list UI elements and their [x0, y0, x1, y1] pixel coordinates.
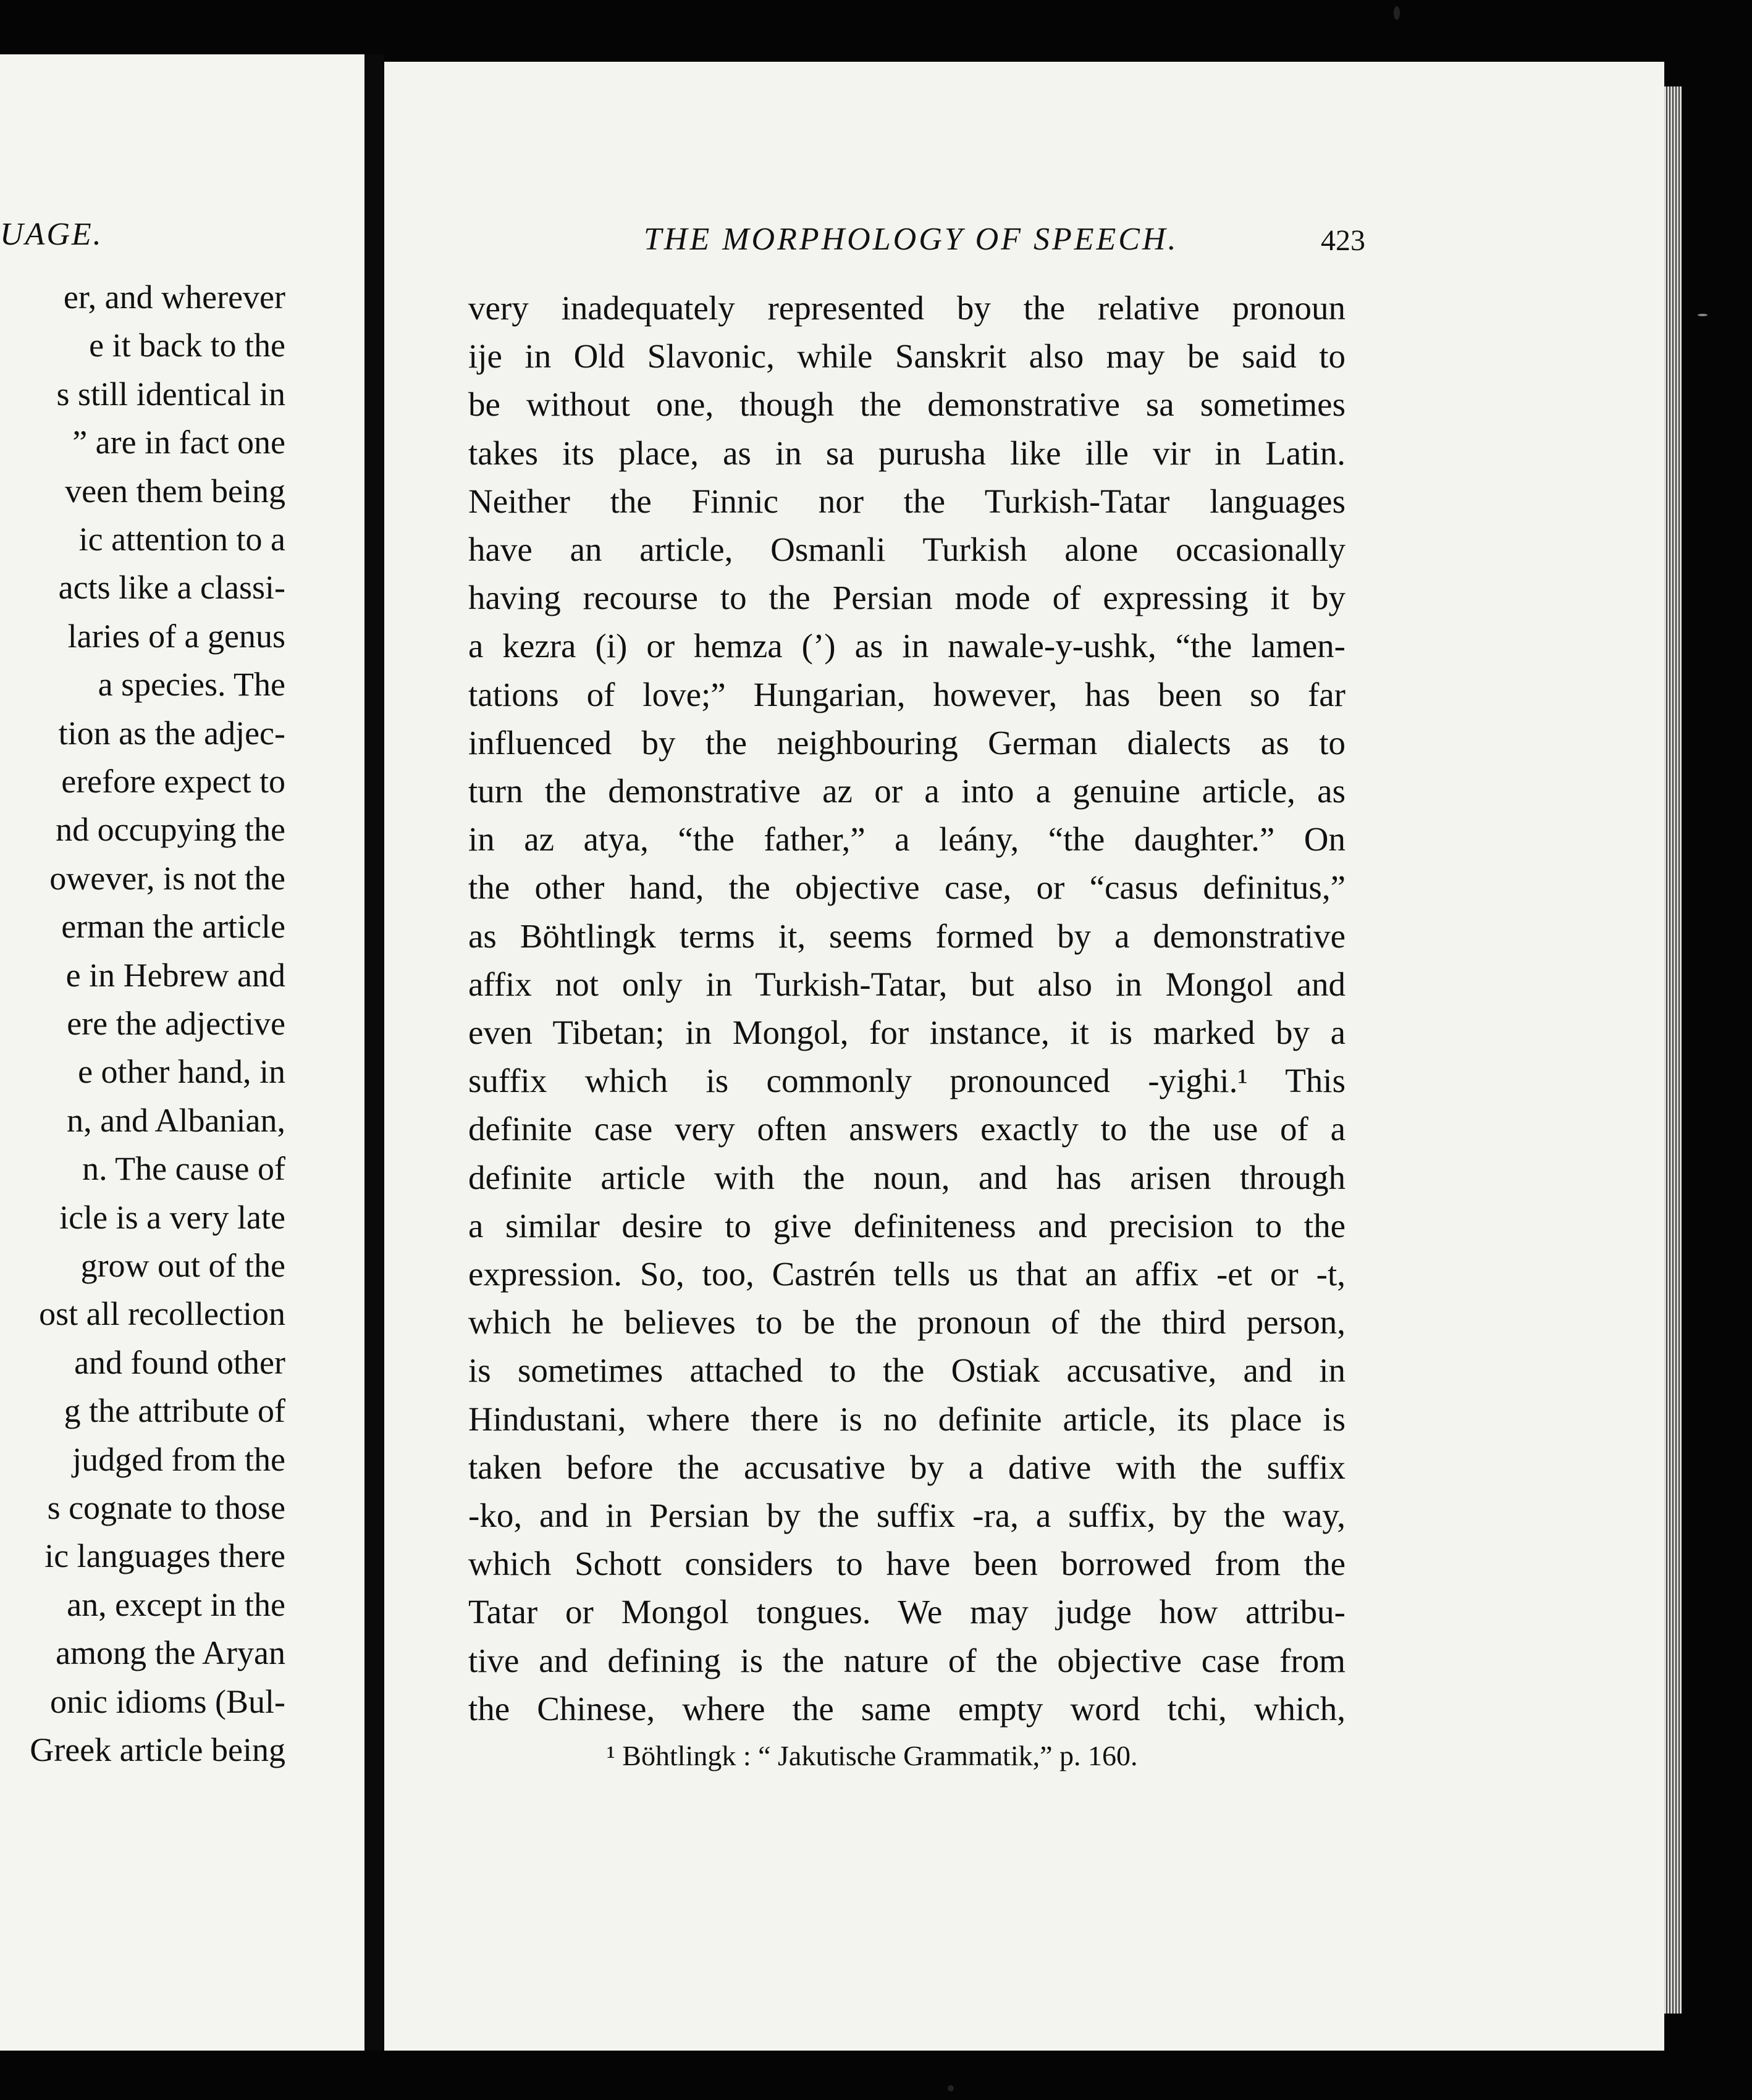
left-text-line: an, except in the — [67, 1586, 285, 1623]
page-number: 423 — [1321, 224, 1365, 257]
left-text-line: erman the article — [61, 908, 285, 946]
left-page — [0, 54, 364, 2051]
body-text-line: a kezra (i) or hemza (’) as in nawale-y-ushk, “the lamen- — [468, 627, 1346, 665]
scan-speck — [948, 2085, 954, 2091]
body-text-line: having recourse to the Persian mode of expressing it by — [468, 579, 1346, 617]
left-text-line: tion as the adjec- — [58, 714, 285, 752]
left-text-line: ic languages there — [44, 1537, 285, 1575]
body-text-line: tive and defining is the nature of the objective case from — [468, 1641, 1346, 1679]
body-text-line: which Schott considers to have been borrowed from the — [468, 1545, 1346, 1583]
body-text-line: Hindustani, where there is no definite article, its place is — [468, 1400, 1346, 1438]
left-text-line: er, and wherever — [63, 279, 285, 316]
left-text-line: icle is a very late — [59, 1198, 285, 1236]
body-text-line: be without one, though the demonstrative sa sometimes — [468, 385, 1346, 424]
body-text-line: as Böhtlingk terms it, seems formed by a demonstrative — [468, 917, 1346, 955]
page-edge — [1664, 86, 1682, 2014]
body-text-line: a similar desire to give definiteness and precision to the — [468, 1206, 1346, 1245]
body-text-line: which he believes to be the pronoun of the third person, — [468, 1303, 1346, 1342]
body-text-line: is sometimes attached to the Ostiak accusative, and in — [468, 1351, 1346, 1390]
left-text-line: and found other — [74, 1343, 285, 1381]
left-text-line: e it back to the — [89, 327, 285, 364]
left-text-line: nd occupying the — [56, 811, 285, 849]
left-text-line: n. The cause of — [82, 1150, 285, 1188]
body-text-line: suffix which is commonly pronounced -yighi.¹ This — [468, 1062, 1346, 1100]
body-text-line: affix not only in Turkish-Tatar, but also in Mongol and — [468, 965, 1346, 1003]
body-text-line: takes its place, as in sa purusha like ille vir in Latin. — [468, 434, 1346, 472]
scan-speck — [1394, 6, 1400, 20]
body-text-line: in az atya, “the father,” a leány, “the daughter.” On — [468, 820, 1346, 859]
body-text-line: Tatar or Mongol tongues. We may judge how attribu- — [468, 1593, 1346, 1631]
right-page — [384, 62, 1664, 2051]
body-text-line: very inadequately represented by the relative pronoun — [468, 289, 1346, 327]
left-text-line: judged from the — [72, 1440, 285, 1478]
body-text-line: expression. So, too, Castrén tells us that an affix -et or -t, — [468, 1255, 1346, 1293]
body-text-line: Neither the Finnic nor the Turkish-Tatar languages — [468, 482, 1346, 520]
left-text-line: ic attention to a — [78, 521, 285, 558]
left-text-line: laries of a genus — [67, 617, 285, 655]
left-text-line: a species. The — [98, 666, 285, 704]
left-text-line: acts like a classi- — [58, 569, 285, 607]
left-text-line: e in Hebrew and — [65, 956, 285, 994]
body-text-line: taken before the accusative by a dative with the suffix — [468, 1448, 1346, 1486]
left-running-head: UAGE. — [0, 217, 103, 252]
left-text-line: ” are in fact one — [72, 424, 285, 461]
book-gutter — [364, 54, 384, 2051]
left-text-line: among the Aryan — [56, 1634, 285, 1672]
left-text-line: ere the adjective — [67, 1005, 285, 1042]
body-text-line: influenced by the neighbouring German dialects as to — [468, 723, 1346, 762]
scan-speck — [1698, 314, 1708, 316]
body-text-line: the Chinese, where the same empty word tchi, which, — [468, 1689, 1346, 1728]
left-text-line: owever, is not the — [49, 859, 285, 897]
left-text-line: erefore expect to — [61, 763, 285, 800]
running-head: THE MORPHOLOGY OF SPEECH. — [644, 222, 1179, 257]
footnote: ¹ Böhtlingk : “ Jakutische Grammatik,” p. 160. — [607, 1740, 1138, 1771]
body-text-line: the other hand, the objective case, or “casus definitus,” — [468, 868, 1346, 907]
left-text-line: grow out of the — [80, 1247, 285, 1284]
left-text-line: ost all recollection — [39, 1295, 285, 1333]
left-text-line: Greek article being — [30, 1731, 285, 1768]
left-text-line: g the attribute of — [64, 1392, 285, 1430]
left-text-line: s cognate to those — [47, 1489, 285, 1526]
body-text-line: have an article, Osmanli Turkish alone occasionally — [468, 531, 1346, 568]
left-text-line: onic idioms (Bul- — [50, 1682, 285, 1720]
body-text-line: even Tibetan; in Mongol, for instance, it is marked by a — [468, 1014, 1346, 1051]
body-text-line: -ko, and in Persian by the suffix -ra, a suffix, by the way, — [468, 1497, 1346, 1534]
left-text-line: s still identical in — [56, 375, 285, 413]
body-text-line: definite case very often answers exactly to the use of a — [468, 1110, 1346, 1148]
left-text-line: veen them being — [65, 472, 285, 510]
left-text-line: n, and Albanian, — [67, 1101, 285, 1139]
body-text-line: ije in Old Slavonic, while Sanskrit also may be said to — [468, 337, 1346, 376]
body-text-line: tations of love;” Hungarian, however, has been so far — [468, 675, 1346, 713]
left-text-line: e other hand, in — [78, 1053, 285, 1091]
body-text-line: turn the demonstrative az or a into a genuine article, as — [468, 772, 1346, 810]
body-text-line: definite article with the noun, and has arisen through — [468, 1158, 1346, 1196]
